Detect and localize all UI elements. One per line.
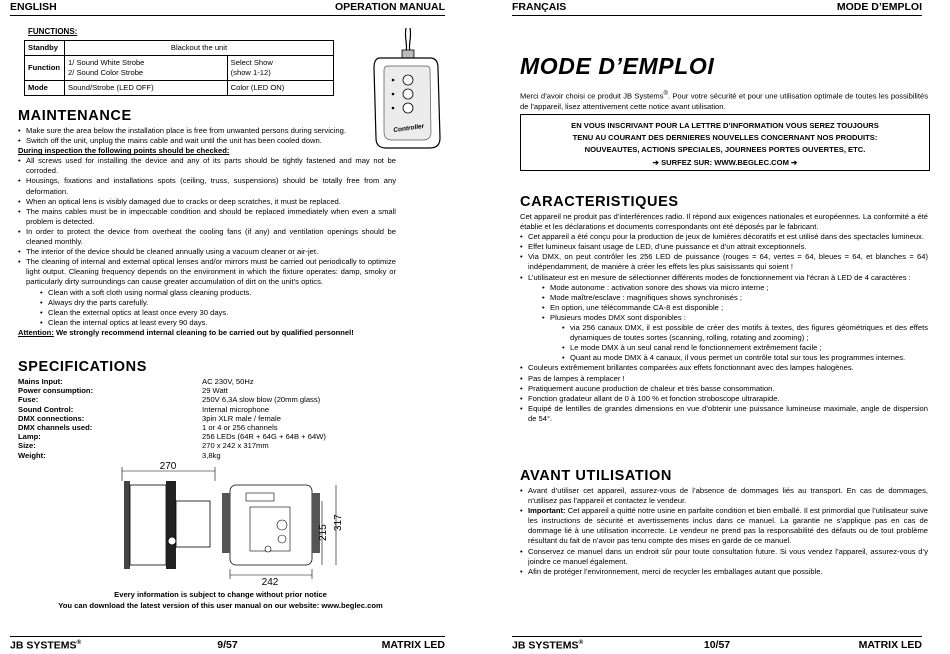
inspection-title: During inspection the following points should be checked:: [18, 146, 230, 156]
spec-value: 3,8kg: [202, 450, 221, 460]
attention-label: Attention:: [18, 327, 54, 337]
intro-part: . Pour votre sécurité et pour une utilisation optimale de toutes les possibilités de l’appareil, lisez attentivement cette notice avant utilisation.: [520, 91, 928, 111]
spec-key: Mains Input:: [18, 377, 63, 386]
list-item: • Mode autonome : activation sonore des shows via micro interne ;: [542, 283, 928, 293]
header-title: OPERATION MANUAL: [334, 1, 445, 13]
avant-utilisation-body: [520, 486, 928, 577]
list-item: • L’utilisateur est en mesure de sélectionner différents modes de fonctionnement via l’écran à LED de 4 caractères :: [520, 273, 928, 283]
table-cell: Blackout the unit: [65, 41, 334, 56]
list-item: • When an optical lens is visibly damaged due to cracks or deep scratches, it must be replaced.: [18, 197, 396, 207]
spec-value: 3pin XLR male / female: [202, 413, 281, 423]
page-number: 9/57: [217, 639, 238, 651]
dimension-242: 242: [261, 577, 279, 587]
spec-key: Fuse:: [18, 395, 39, 405]
newsletter-box: [520, 114, 930, 171]
registered-mark: ®: [76, 639, 82, 646]
dimension-215: 215: [318, 524, 329, 541]
header-language: FRANÇAIS: [512, 1, 567, 13]
table-row: [25, 56, 334, 81]
list-item: • The interior of the device should be cleaned annually using a vacuum cleaner or air-jet.: [18, 247, 396, 257]
list-item: [520, 506, 928, 546]
spec-value: Internal microphone: [202, 404, 270, 414]
brand-text: JB SYSTEMS: [512, 639, 579, 652]
page-footer: [512, 636, 922, 654]
specifications-list: [18, 377, 398, 460]
list-item: • Effet lumineux faisant usage de LED, d’une puissance et d’un attrait exceptionnels.: [520, 242, 928, 252]
left-page: [10, 0, 445, 654]
avant-utilisation-title: AVANT UTILISATION: [520, 468, 672, 484]
list-item: • Clean with a soft cloth using normal glass cleaning products.: [40, 288, 396, 298]
header-title: MODE D’EMPLOI: [836, 1, 922, 13]
list-item: • Plusieurs modes DMX sont disponibles :: [542, 313, 928, 323]
notice-line: You can download the latest version of this user manual on our website: www.beglec.com: [58, 600, 383, 610]
list-item: • The cleaning of internal and external optical lenses and/or mirrors must be carried out periodically to optimize light output. Cleaning frequency depends on the environment in which the fixture operates: damp, smoky or particularly dirty surroundings can cause greater accumulation of dirt on the unit’s optics.: [18, 257, 396, 287]
dimension-270: 270: [159, 461, 177, 472]
list-item: • Make sure the area below the installation place is free from unwanted persons during servicing.: [18, 126, 396, 136]
maintenance-body: [18, 126, 396, 338]
spec-row: [18, 405, 398, 414]
caracteristiques-intro: Cet appareil ne produit pas d’interférences radio. Il répond aux exigences nationales et européennes. La conformité a été établie et les déclarations et documents correspondants ont été déposés par le fabricant.: [520, 212, 928, 232]
list-item: • Cet appareil a été conçu pour la production de jeux de lumières décoratifs et est utilisé dans des spectacles lumineux.: [520, 232, 928, 242]
page-number: 10/57: [703, 639, 731, 651]
list-item: • Via DMX, on peut contrôler les 256 LED de puissance (rouges = 64, vertes = 64, bleues = 64, et blanches = 64) indépendamment, de manière à créer les effets les plus saisissants qui soient !: [520, 252, 928, 272]
spec-key: Weight:: [18, 450, 46, 460]
intro-text: [520, 89, 928, 112]
list-item: • Pratiquement aucune production de chaleur et très basse consommation.: [520, 384, 928, 394]
list-item: • Switch off the unit, unplug the mains cable and wait until the unit has been cooled down.: [18, 136, 396, 146]
list-item: • Couleurs extrêmement brillantes comparées aux effets fonctionnant avec des lampes halogènes.: [520, 363, 928, 373]
spec-row: [18, 377, 398, 386]
page-title: MODE D’EMPLOI: [520, 53, 715, 79]
list-item: • Clean the external optics at least once every 30 days.: [40, 308, 396, 318]
list-item: • Housings, fixations and installations spots (ceiling, truss, suspensions) should be totally free from any deformation.: [18, 176, 396, 196]
table-cell: Mode: [25, 81, 65, 96]
brand-text: JB SYSTEMS: [10, 639, 77, 652]
list-item: • All screws used for installing the device and any of its parts should be tightly fastened and may not be corroded.: [18, 156, 396, 176]
dimension-drawing: [110, 459, 350, 587]
list-item: • En option, une télécommande CA-8 est disponible ;: [542, 303, 928, 313]
intro-part: Merci d’avoir choisi ce produit JB Systems: [520, 91, 664, 101]
spec-value: AC 230V, 50Hz: [202, 377, 254, 386]
list-item: • Pas de lampes à remplacer !: [520, 374, 928, 384]
spec-key: DMX channels used:: [18, 422, 93, 432]
controller-label: Controller: [392, 122, 425, 135]
newsletter-line: EN VOUS INSCRIVANT POUR LA LETTRE D’INFORMATION VOUS SEREZ TOUJOURS: [571, 121, 879, 130]
table-cell: Color (LED ON): [227, 81, 333, 96]
notice-line: Every information is subject to change without prior notice: [114, 590, 327, 599]
important-label: Important:: [528, 506, 566, 516]
functions-title: FUNCTIONS:: [28, 27, 78, 36]
spec-key: Power consumption:: [18, 386, 94, 396]
footer-product: MATRIX LED: [858, 639, 922, 651]
list-item: • The mains cables must be in impeccable condition and should be replaced immediately when even a small problem is detected.: [18, 207, 396, 227]
change-notice: [10, 590, 431, 611]
spec-value: 1 or 4 or 256 channels: [202, 422, 278, 432]
spec-row: [18, 441, 398, 450]
registered-mark: ®: [578, 639, 584, 646]
spec-row: [18, 386, 398, 395]
table-cell: Select Show (show 1-12): [227, 56, 333, 81]
list-item: • Always dry the parts carefully.: [40, 298, 396, 308]
list-item: • Conservez ce manuel dans un endroit sûr pour toute consultation future. Si vous vendez l’appareil, assurez-vous d’y joindre ce manuel également.: [520, 547, 928, 567]
important-text: Cet appareil a quitté notre usine en parfaite condition et bien emballé. Il est primordial que l’utilisateur suive les instructions de sécurité et avertissements inclus dans ce manuel. La garantie ne s’applique pas en cas de dommage lié à une utilisation incorrecte. Le vendeur ne prend pas la responsabilité des défauts ou de tout problème résultant du fait de n’avoir pas tenu compte des mises en garde de ce manuel.: [528, 506, 928, 546]
functions-table: [24, 40, 334, 96]
page-header: [10, 0, 445, 16]
table-cell: Function: [25, 56, 65, 81]
registered-mark: ®: [663, 91, 668, 97]
list-item: • Afin de protéger l’environnement, merci de recycler les emballages autant que possible.: [520, 567, 928, 577]
list-item: • Le mode DMX à un seul canal rend le fonctionnement extrêmement facile ;: [562, 343, 928, 353]
spec-value: 270 x 242 x 317mm: [202, 441, 269, 451]
caracteristiques-title: CARACTERISTIQUES: [520, 194, 679, 210]
page-header: [512, 0, 922, 16]
maintenance-title: MAINTENANCE: [18, 108, 132, 124]
spec-key: Sound Control:: [18, 404, 74, 414]
page-footer: [10, 636, 445, 654]
table-cell: Standby: [25, 41, 65, 56]
table-cell: Sound/Strobe (LED OFF): [65, 81, 228, 96]
footer-product: MATRIX LED: [381, 639, 445, 651]
table-row: [25, 41, 334, 56]
table-row: [25, 81, 334, 96]
spec-value: 256 LEDs (64R + 64G + 64B + 64W): [202, 432, 326, 442]
list-item: • Equipé de lentilles de grandes dimensions en vue d’obtenir une puissance lumineuse maximale, angle de dispersion de 54°.: [520, 404, 928, 424]
spec-row: [18, 414, 398, 423]
list-item: • Quant au mode DMX à 4 canaux, il vous permet un contrôle total sur tous les programmes internes.: [562, 353, 928, 363]
spec-row: [18, 423, 398, 432]
right-page: [512, 0, 928, 654]
spec-value: 29 Watt: [202, 386, 228, 396]
dimension-317: 317: [333, 514, 344, 531]
spec-key: Lamp:: [18, 432, 41, 442]
spec-row: [18, 432, 398, 441]
caracteristiques-body: [520, 212, 928, 424]
list-item: • Mode maître/esclave : magnifiques shows synchronisés ;: [542, 293, 928, 303]
spec-key: DMX connections:: [18, 413, 85, 423]
newsletter-line: NOUVEAUTES, ACTIONS SPECIALES, JOURNEES PORTES OUVERTES, ETC.: [584, 145, 866, 155]
attention-note: [18, 328, 396, 338]
list-item: • In order to protect the device from overheat the cooling fans (if any) and ventilation openings should be cleaned monthly.: [18, 227, 396, 247]
spec-row: [18, 395, 398, 404]
header-language: ENGLISH: [10, 1, 57, 13]
list-item: • Avant d’utiliser cet appareil, assurez-vous de l’absence de dommages liés au transport. En cas de dommages, n’utilisez pas l’appareil et contactez le vendeur.: [520, 486, 928, 506]
list-item: • via 256 canaux DMX, il est possible de créer des motifs à textes, des figures géométriques et des effets dynamiques de toutes sortes (scanning, rolling, rotating and zooming) ;: [562, 323, 928, 343]
spec-key: Size:: [18, 441, 36, 451]
list-item: • Clean the internal optics at least every 90 days.: [40, 318, 396, 328]
table-cell: 1/ Sound White Strobe 2/ Sound Color Strobe: [65, 56, 228, 81]
spec-value: 250V 6,3A slow blow (20mm glass): [202, 395, 321, 405]
list-item: • Fonction gradateur allant de 0 à 100 % et fonction stroboscope ultrarapide.: [520, 394, 928, 404]
newsletter-line: TENU AU COURANT DES DERNIERES NOUVELLES CONCERNANT NOS PRODUITS:: [572, 133, 878, 143]
specifications-title: SPECIFICATIONS: [18, 359, 147, 375]
newsletter-link[interactable]: ➔ SURFEZ SUR: WWW.BEGLEC.COM ➔: [652, 157, 798, 167]
attention-text: We strongly recommend internal cleaning to be carried out by qualified personnel!: [53, 327, 354, 337]
